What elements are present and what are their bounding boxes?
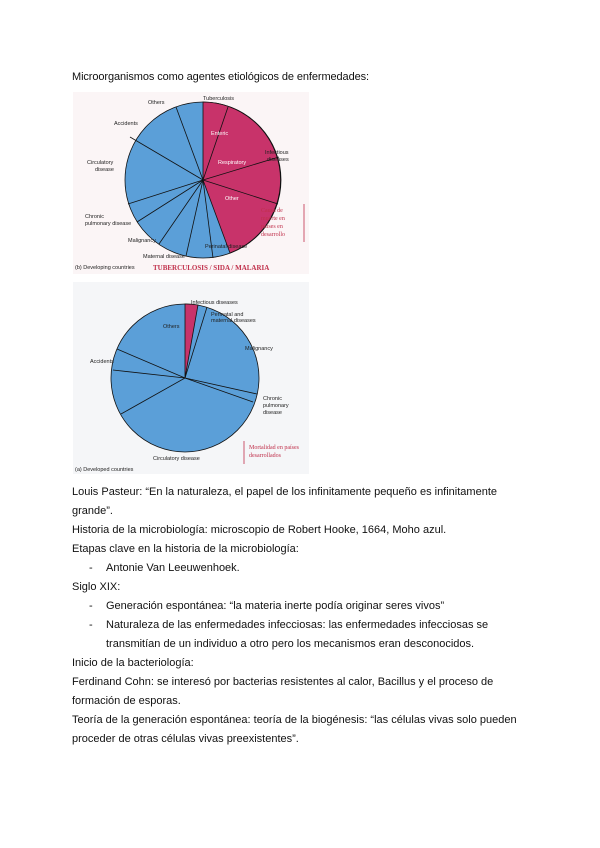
label-others: Others [163,324,180,330]
note-mortalidad: Mortalidad en países desarrollados [249,445,299,459]
paragraph-cohn: Ferdinand Cohn: se interesó por bacterias resistentes al calor, Bacillus y el proceso de formación de esporas. [72,676,494,707]
bullet-generacion [72,597,532,616]
label-chronic-pulmonary: Chronic pulmonary disease [85,214,132,227]
label-circulatory-disease: Circulatory disease [153,456,200,462]
label-malignancy: Malignancy [128,238,156,244]
label-infectious-diseases: Infectious diseases [265,150,289,163]
bullet-dash: - [89,600,93,612]
label-maternal-disease: Maternal disease [143,254,185,260]
bullet-text: Generación espontánea: “la materia inerte podía originar seres vivos” [106,600,445,612]
figure-developing-countries [73,92,309,274]
paragraph-historia: Historia de la microbiología: microscopio de Robert Hooke, 1664, Moho azul. [72,524,447,536]
paragraph-teoria: Teoría de la generación espontánea: teoría de la biogénesis: “las células vivas solo pueden proceder de otras células vivas preexistentes”. [72,714,517,745]
bullet-text: Naturaleza de las enfermedades infecciosas: las enfermedades infecciosas se transmitían de un individuo a otro pero los mecanismos eran desconocidos. [106,619,489,650]
caption-developed: (a) Developed countries [75,467,134,473]
label-accidents: Accidents [90,359,114,365]
bullet-dash: - [89,619,93,631]
pie-chart-developed [73,282,309,474]
note-causa-muerte: Causa de muerte en países en desarrollo [261,208,285,238]
page-heading: Microorganismos como agentes etiológicos de enfermedades: [72,71,369,83]
label-circulatory-disease: Circulatory disease [87,160,114,173]
paragraph-inicio: Inicio de la bacteriología: [72,657,194,669]
bullet-leeuwenhoek [72,559,532,578]
label-tuberculosis: Tuberculosis [203,96,234,102]
label-chronic-pulmonary: Chronic pulmonary disease [263,396,289,416]
caption-developing: (b) Developing countries [75,265,135,271]
banner-tuberculosis-sida-malaria: TUBERCULOSIS / SIDA / MALARIA [153,264,270,272]
label-malignancy: Malignancy [245,346,273,352]
label-perinatal-disease: Perinatal disease [205,244,248,250]
label-other: Other [225,196,239,202]
label-accidents: Accidents [114,121,138,127]
figure-developed-countries [73,282,309,474]
bullet-dash: - [89,562,93,574]
body-text [72,483,532,749]
label-others: Others [148,100,165,106]
bullet-naturaleza [72,616,532,654]
paragraph-pasteur: Louis Pasteur: “En la naturaleza, el papel de los infinitamente pequeño es infinitamente grande”. [72,486,497,517]
bullet-text: Antonie Van Leeuwenhoek. [106,562,240,574]
paragraph-siglo: Siglo XIX: [72,581,121,593]
pie-chart-developing [73,92,309,274]
label-infectious-diseases: Infectious diseases [191,300,238,306]
label-respiratory: Respiratory [218,160,247,166]
label-enteric: Enteric [211,131,229,137]
label-perinatal-maternal: Perinatal and maternal diseases [211,312,256,324]
paragraph-etapas: Etapas clave en la historia de la microbiología: [72,543,299,555]
